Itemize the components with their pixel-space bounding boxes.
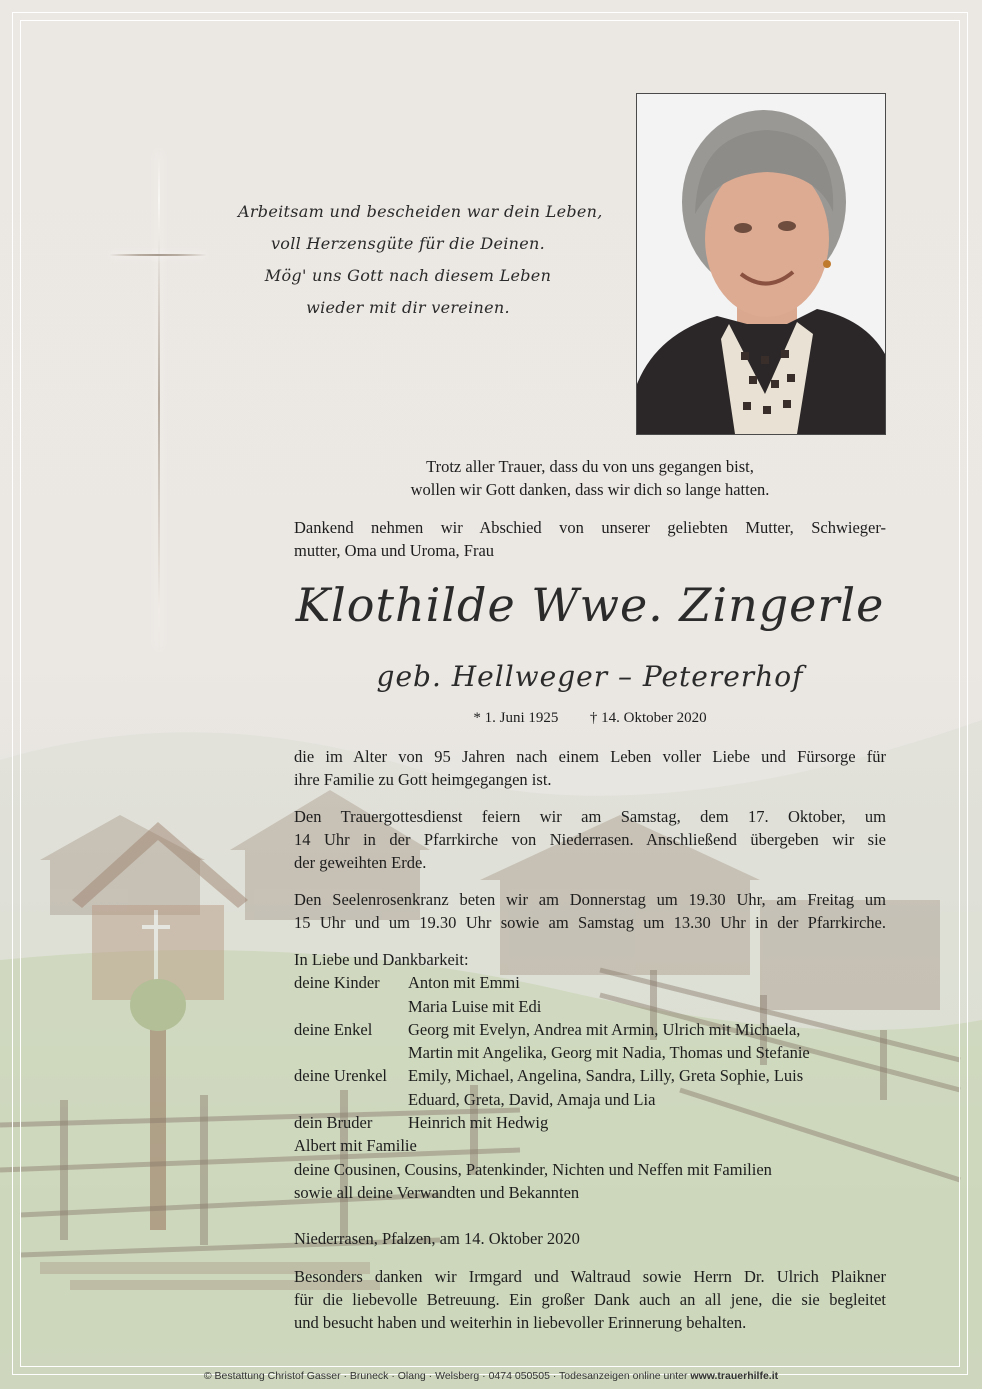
portrait-photo — [636, 93, 886, 435]
paragraph-line: 15 Uhr und um 19.30 Uhr sowie am Samstag um 13.30 Uhr in der Pfarrkirche. — [294, 913, 886, 932]
paragraph-line: Den Seelenrosenkranz beten wir am Donnerstag um 19.30 Uhr, am Freitag um — [294, 890, 886, 909]
deceased-name: Klothilde Wwe. Zingerle — [295, 578, 885, 632]
family-names: sowie all deine Verwandten und Bekannten — [294, 1182, 580, 1202]
relation-label: dein Bruder — [294, 1113, 373, 1133]
motto — [294, 455, 886, 501]
family-names: Georg mit Evelyn, Andrea mit Armin, Ulrich mit Michaela, — [408, 1019, 801, 1039]
thanks-line: für die liebevolle Betreuung. Ein großer Dank auch an all jene, die sie begleitet — [294, 1290, 886, 1309]
poem — [238, 196, 603, 324]
family-names: Eduard, Greta, David, Amaja und Lia — [408, 1089, 656, 1109]
relation-label: deine Kinder — [294, 973, 380, 993]
birth-name: geb. Hellweger – Petererhof — [376, 660, 804, 693]
motto-line: wollen wir Gott danken, dass wir dich so lange hatten. — [410, 480, 770, 499]
intro-line: Dankend nehmen wir Abschied von unserer geliebten Mutter, Schwieger- — [294, 518, 886, 537]
intro-text — [294, 516, 886, 562]
paragraph-line: der geweihten Erde. — [294, 853, 427, 872]
family-row-brother — [294, 1111, 894, 1134]
death-date: † 14. Oktober 2020 — [589, 710, 707, 726]
paragraph-rosary — [294, 888, 886, 934]
paragraph-line: Den Trauergottesdienst feiern wir am Samstag, dem 17. Oktober, um — [294, 807, 886, 826]
family-list — [294, 948, 894, 1204]
paragraph-line: die im Alter von 95 Jahren nach einem Leben voller Liebe und Fürsorge für — [294, 747, 886, 766]
portrait-illustration — [637, 94, 885, 434]
poem-line: Mög' uns Gott nach diesem Leben — [264, 266, 552, 285]
thanks-line: Besonders danken wir Irmgard und Waltraud sowie Herrn Dr. Ulrich Plaikner — [294, 1267, 886, 1286]
paragraph-line: ihre Familie zu Gott heimgegangen ist. — [294, 770, 552, 789]
family-names: Martin mit Angelika, Georg mit Nadia, Thomas und Stefanie — [408, 1043, 810, 1063]
intro-line: mutter, Oma und Uroma, Frau — [294, 541, 495, 560]
family-names: Anton mit Emmi — [408, 973, 520, 993]
relation-label: deine Enkel — [294, 1019, 373, 1039]
footer — [0, 1370, 982, 1382]
life-dates — [294, 710, 886, 727]
footer-text: © Bestattung Christof Gasser · Bruneck · Olang · Welsberg · 0474 050505 · Todesanzeigen online unter — [203, 1370, 691, 1382]
family-names: deine Cousinen, Cousins, Patenkinder, Nichten und Neffen mit Familien — [294, 1159, 772, 1179]
family-heading: In Liebe und Dankbarkeit: — [294, 950, 469, 969]
family-row-great-grandchildren — [294, 1064, 894, 1087]
poem-line: Arbeitsam und bescheiden war dein Leben, — [238, 202, 603, 221]
motto-line: Trotz aller Trauer, dass du von uns gegangen bist, — [426, 457, 754, 476]
family-names: Albert mit Familie — [294, 1136, 417, 1156]
relation-label: deine Urenkel — [294, 1066, 387, 1086]
paragraph-funeral — [294, 805, 886, 874]
family-row-grandchildren — [294, 1018, 894, 1041]
birth-date: * 1. Juni 1925 — [473, 710, 559, 726]
cross-horizontal-beam — [110, 254, 206, 256]
family-names: Maria Luise mit Edi — [408, 996, 542, 1016]
place-and-date: Niederrasen, Pfalzen, am 14. Oktober 2020 — [294, 1229, 580, 1248]
paragraph-line: 14 Uhr in der Pfarrkirche von Niederrasen. Anschließend übergeben wir sie — [294, 830, 886, 849]
poem-line: voll Herzensgüte für die Deinen. — [270, 234, 546, 253]
family-row-children — [294, 971, 894, 994]
poem-line: wieder mit dir vereinen. — [306, 298, 510, 317]
thanks-paragraph — [294, 1265, 886, 1334]
footer-link[interactable]: www.trauerhilfe.it — [690, 1370, 779, 1382]
paragraph-age — [294, 745, 886, 791]
family-names: Heinrich mit Hedwig — [408, 1113, 549, 1133]
cross-vertical-beam — [158, 150, 160, 650]
thanks-line: und besucht haben und weiterhin in liebevoller Erinnerung behalten. — [294, 1313, 747, 1332]
family-names: Emily, Michael, Angelina, Sandra, Lilly, Greta Sophie, Luis — [408, 1066, 804, 1086]
